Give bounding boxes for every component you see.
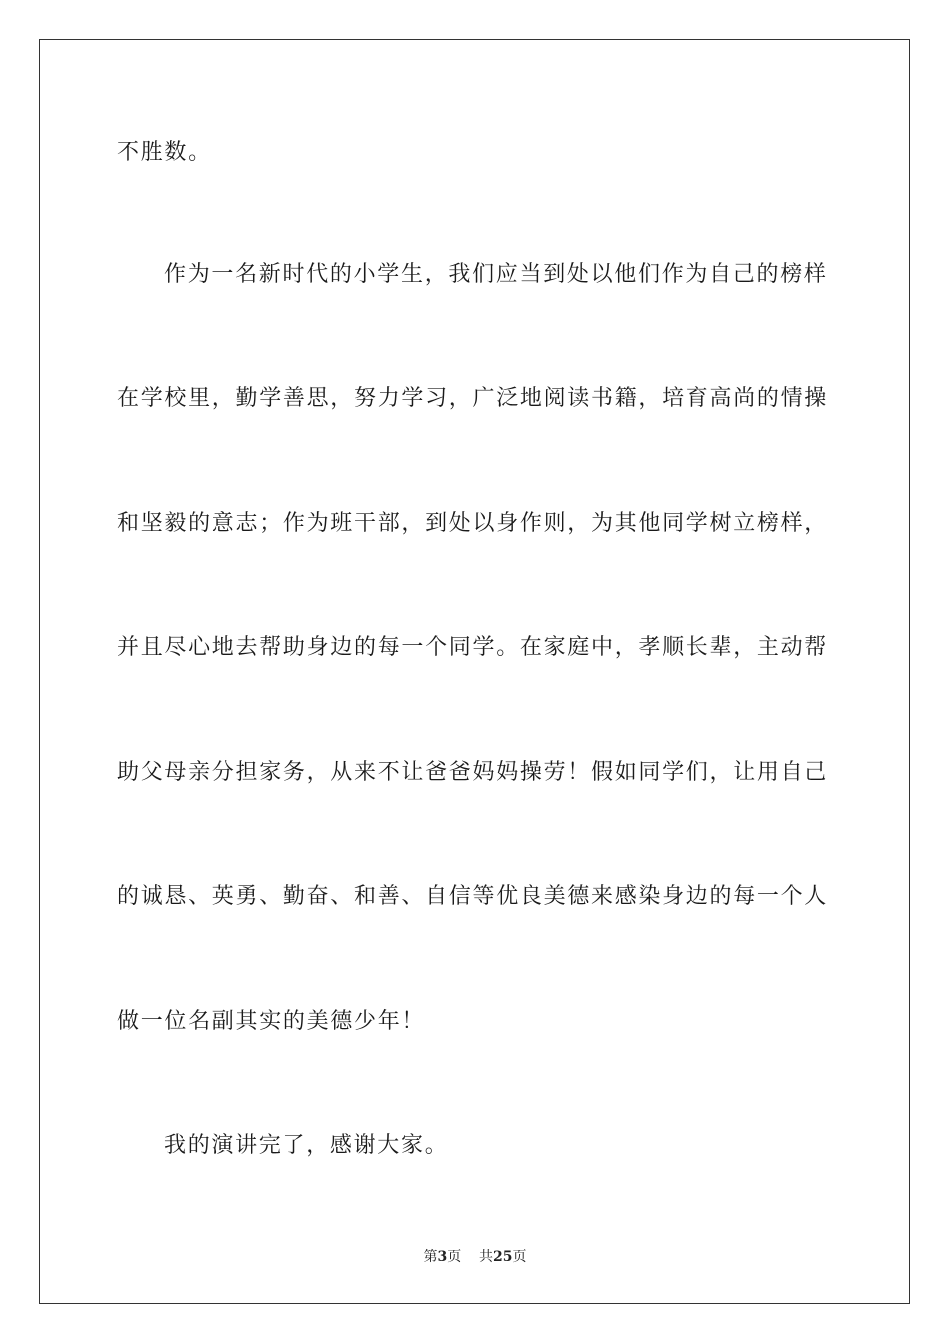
total-prefix: 共 [479,1249,494,1265]
total-suffix: 页 [512,1249,527,1265]
page-footer [0,1248,950,1266]
paragraph-line-7: 做一位名副其实的美德少年！ [117,1009,426,1034]
closing-line: 我的演讲完了，感谢大家。 [164,1133,449,1158]
paragraph-line-5: 助父母亲分担家务，从来不让爸爸妈妈操劳！假如同学们，让用自己 [117,760,829,785]
page-total: 25 [493,1249,513,1265]
text-line-1: 不胜数。 [117,140,212,165]
paragraph-line-4: 并且尽心地去帮助身边的每一个同学。在家庭中，孝顺长辈，主动帮 [117,635,829,660]
paragraph-line-3: 和坚毅的意志；作为班干部，到处以身作则，为其他同学树立榜样， [117,511,829,536]
page-prefix: 第 [423,1249,438,1265]
paragraph-line-6: 的诚恳、英勇、勤奋、和善、自信等优良美德来感染身边的每一个人 [117,884,829,909]
paragraph-line-1: 作为一名新时代的小学生，我们应当到处以他们作为自己的榜样 [164,262,828,287]
page-suffix: 页 [447,1249,462,1265]
page-current: 3 [437,1249,448,1265]
page-frame [39,39,910,1304]
paragraph-line-2: 在学校里，勤学善思，努力学习，广泛地阅读书籍，培育高尚的情操 [117,386,829,411]
